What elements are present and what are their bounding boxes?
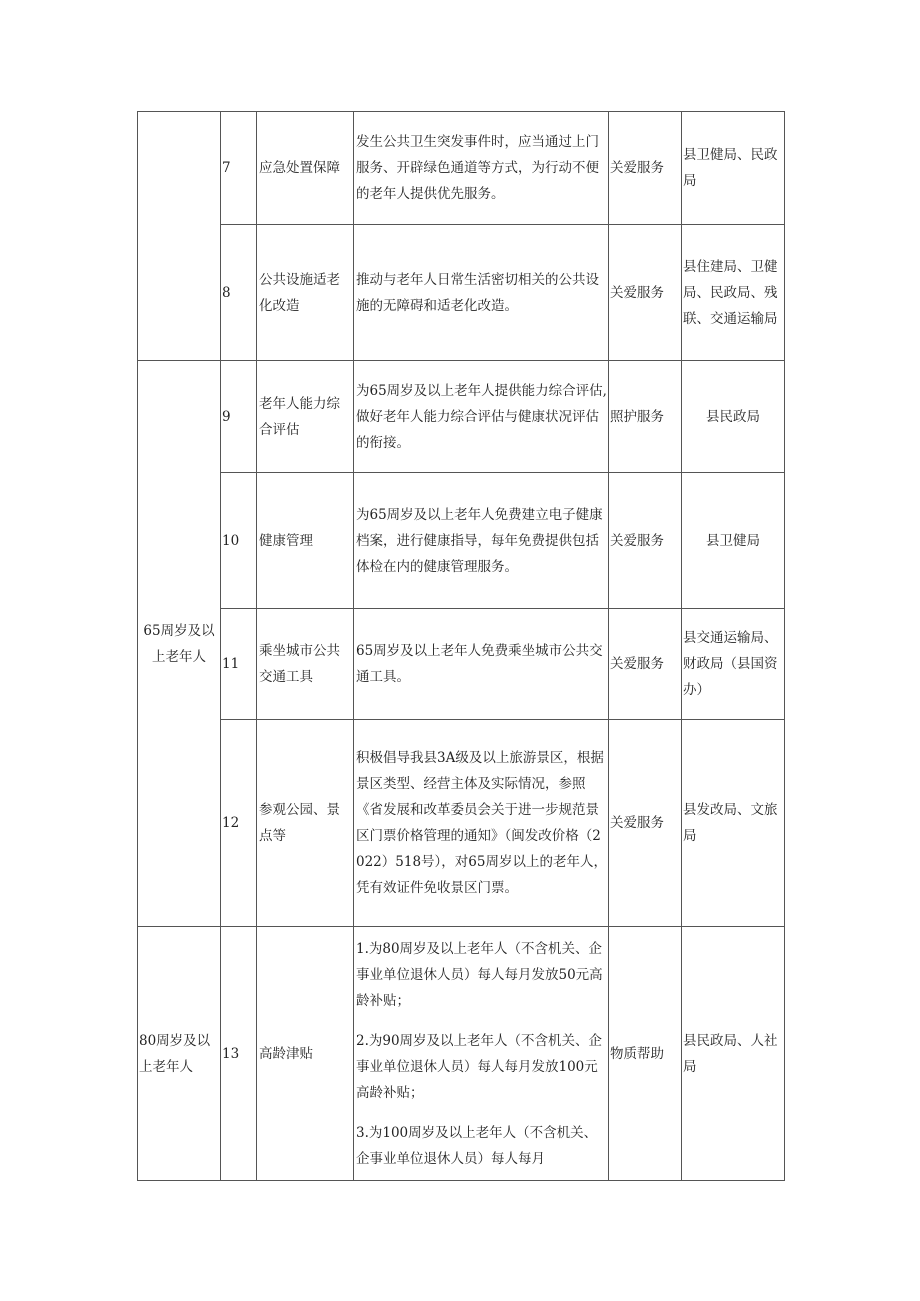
service-description: 为65周岁及以上老年人免费建立电子健康档案，进行健康指导，每年免费提供包括体检在内的健康管理服务。 (354, 473, 609, 609)
service-type: 关爱服务 (609, 473, 682, 609)
row-number: 7 (221, 112, 257, 225)
row-number: 10 (221, 473, 257, 609)
service-type: 关爱服务 (609, 609, 682, 720)
subsidy-item-1: 1.为80周岁及以上老年人（不含机关、企事业单位退休人员）每人每月发放50元高龄补贴； (356, 940, 603, 1009)
table-row (138, 720, 785, 927)
row-number: 13 (221, 927, 257, 1181)
service-name: 老年人能力综合评估 (257, 361, 354, 473)
service-name: 高龄津贴 (257, 927, 354, 1181)
responsible-dept: 县民政局 (682, 361, 785, 473)
table-row (138, 473, 785, 609)
service-name: 公共设施适老化改造 (257, 225, 354, 361)
responsible-dept: 县民政局、人社局 (682, 927, 785, 1181)
service-name: 应急处置保障 (257, 112, 354, 225)
table-row (138, 609, 785, 720)
service-name: 乘坐城市公共交通工具 (257, 609, 354, 720)
service-description (354, 927, 609, 1181)
subsidy-item-3: 3.为100周岁及以上老年人（不含机关、企事业单位退休人员）每人每月 (356, 1124, 598, 1167)
service-description: 65周岁及以上老年人免费乘坐城市公共交通工具。 (354, 609, 609, 720)
age-group-80: 80周岁及以上老年人 (138, 927, 221, 1181)
responsible-dept: 县发改局、文旅局 (682, 720, 785, 927)
service-name: 健康管理 (257, 473, 354, 609)
service-description: 发生公共卫生突发事件时，应当通过上门服务、开辟绿色通道等方式，为行动不便的老年人提供优先服务。 (354, 112, 609, 225)
row-number: 8 (221, 225, 257, 361)
services-table (137, 111, 785, 1181)
service-description: 为65周岁及以上老年人提供能力综合评估,做好老年人能力综合评估与健康状况评估的衔接。 (354, 361, 609, 473)
group-cell-empty (138, 112, 221, 361)
service-name: 参观公园、景点等 (257, 720, 354, 927)
service-description: 积极倡导我县3A级及以上旅游景区，根据景区类型、经营主体及实际情况，参照《省发展和改革委员会关于进一步规范景区门票价格管理的通知》（闽发改价格（2022）518号），对65周岁以上的老年人，凭有效证件免收景区门票。 (354, 720, 609, 927)
subsidy-item-2: 2.为90周岁及以上老年人（不含机关、企事业单位退休人员）每人每月发放100元高龄补贴； (356, 1032, 603, 1101)
responsible-dept: 县卫健局 (682, 473, 785, 609)
row-number: 11 (221, 609, 257, 720)
service-description: 推动与老年人日常生活密切相关的公共设施的无障碍和适老化改造。 (354, 225, 609, 361)
table-row (138, 927, 785, 1181)
age-group-65: 65周岁及以上老年人 (138, 361, 221, 927)
responsible-dept: 县住建局、卫健局、民政局、残联、交通运输局 (682, 225, 785, 361)
service-type: 关爱服务 (609, 720, 682, 927)
row-number: 12 (221, 720, 257, 927)
table-row (138, 112, 785, 225)
service-type: 关爱服务 (609, 225, 682, 361)
responsible-dept: 县卫健局、民政局 (682, 112, 785, 225)
service-type: 关爱服务 (609, 112, 682, 225)
service-type: 照护服务 (609, 361, 682, 473)
table-row (138, 225, 785, 361)
responsible-dept: 县交通运输局、财政局（县国资办） (682, 609, 785, 720)
table-row (138, 361, 785, 473)
service-type: 物质帮助 (609, 927, 682, 1181)
row-number: 9 (221, 361, 257, 473)
